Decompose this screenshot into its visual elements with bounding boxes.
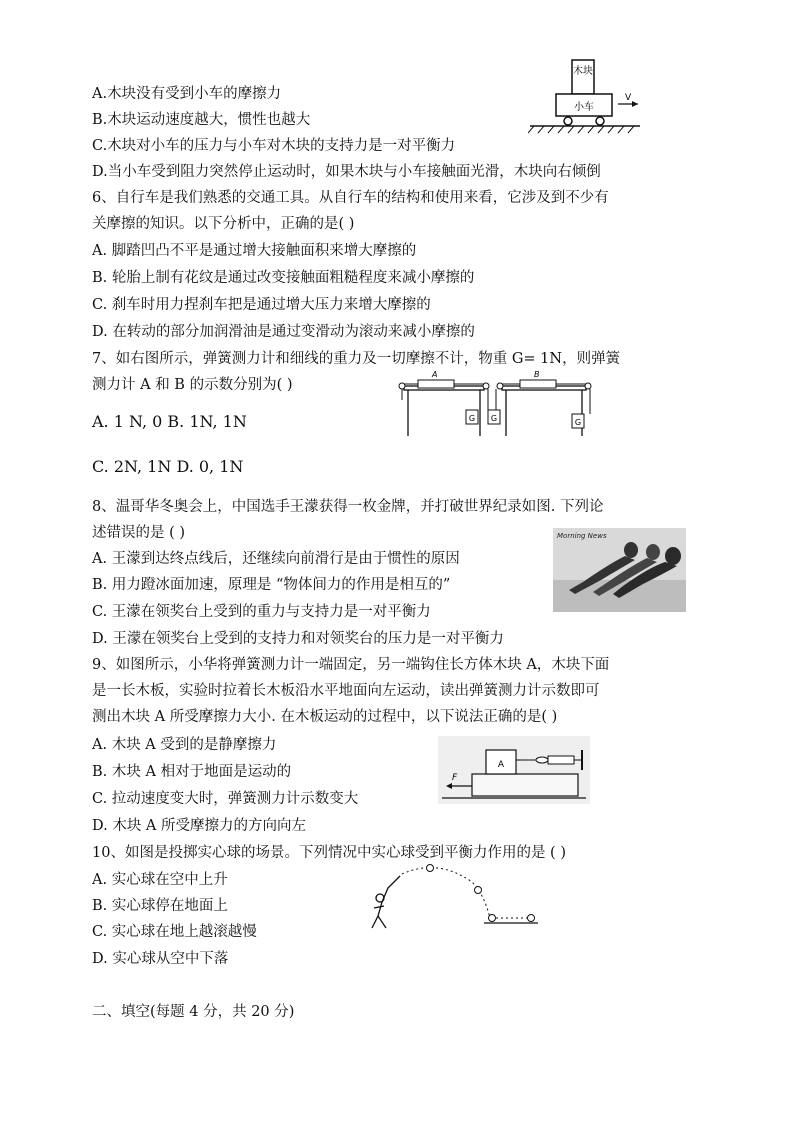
pulley-right-a xyxy=(483,383,489,389)
q6-stem-line1: 6、自行车是我们熟悉的交通工具。从自行车的结构和使用来看，它涉及到不少有 xyxy=(92,190,609,206)
q7-spring-figure xyxy=(398,368,598,440)
q5-option-c: C.木块对小车的压力与小车对木块的支持力是一对平衡力 xyxy=(92,138,456,154)
q9-stem-line3: 测出木块 A 所受摩擦力大小. 在木板运动的过程中，以下说法正确的是( ) xyxy=(92,709,558,725)
q9-stem-line1: 9、如图所示，小华将弹簧测力计一端固定，另一端钩住长方体木块 A，木块下面 xyxy=(92,657,610,673)
q7-options-row1: A. 1 N, 0 B. 1N, 1N xyxy=(92,412,247,431)
q10-option-b: B. 实心球停在地面上 xyxy=(92,898,228,914)
ground-hatch xyxy=(528,126,634,133)
svg-text:G: G xyxy=(574,418,582,427)
section-2-heading: 二、填空(每题 4 分，共 20 分) xyxy=(92,1004,295,1020)
q10-option-d: D. 实心球从空中下落 xyxy=(92,951,229,967)
ball-descending xyxy=(475,887,482,894)
q6-option-c: C. 刹车时用力捏刹车把是通过增大压力来增大摩擦的 xyxy=(92,297,431,313)
photo-caption: Morning News xyxy=(557,532,607,540)
q8-option-d: D. 王濛在领奖台上受到的支持力和对领奖台的压力是一对平衡力 xyxy=(92,631,504,647)
q9-stem-line2: 是一长木板，实验时拉着长木板沿水平地面向左运动，读出弹簧测力计示数即可 xyxy=(92,683,600,699)
spring-scale-a xyxy=(418,380,454,388)
q6-stem-line2: 关摩擦的知识。以下分析中，正确的是( ) xyxy=(92,216,355,232)
cart-wheel-right xyxy=(596,117,604,125)
q5-option-b: B.木块运动速度越大，惯性也越大 xyxy=(92,112,311,128)
ball-top xyxy=(427,865,434,872)
long-board xyxy=(472,774,578,796)
q9-option-a: A. 木块 A 受到的是静摩擦力 xyxy=(92,737,277,753)
q9-option-c: C. 拉动速度变大时，弹簧测力计示数变大 xyxy=(92,791,359,807)
spring-scale-b xyxy=(520,380,556,388)
q10-shotput-figure xyxy=(368,862,540,932)
ball-landing xyxy=(489,915,496,922)
q9-option-b: B. 木块 A 相对于地面是运动的 xyxy=(92,764,292,780)
q9-option-d: D. 木块 A 所受摩擦力的方向向左 xyxy=(92,818,307,834)
thrower-figure xyxy=(372,876,400,928)
q8-option-b: B. 用力蹬冰面加速，原理是 “物体间力的作用是相互的” xyxy=(92,577,451,593)
q7-options-row2: C. 2N, 1N D. 0, 1N xyxy=(92,457,244,476)
pulley-right-b xyxy=(585,383,591,389)
q8-option-c: C. 王濛在领奖台上受到的重力与支持力是一对平衡力 xyxy=(92,604,431,620)
q7-stem-line2: 测力计 A 和 B 的示数分别为( ) xyxy=(92,377,293,393)
pulley-left-b xyxy=(497,383,503,389)
q6-option-b: B. 轮胎上制有花纹是通过改变接触面粗糙程度来减小摩擦的 xyxy=(92,270,475,286)
q10-option-c: C. 实心球在地上越滚越慢 xyxy=(92,924,257,940)
q10-stem: 10、如图是投掷实心球的场景。下列情况中实心球受到平衡力作用的是 ( ) xyxy=(92,845,566,861)
q10-option-a: A. 实心球在空中上升 xyxy=(92,872,228,888)
spring-hook xyxy=(536,757,548,763)
block-a-label: A xyxy=(497,760,505,770)
q8-skating-photo xyxy=(553,528,686,612)
spring-scale xyxy=(548,756,574,764)
q8-option-a: A. 王濛到达终点线后，还继续向前滑行是由于惯性的原因 xyxy=(92,551,460,567)
svg-text:G: G xyxy=(468,414,476,423)
wood-block-label: 木块 xyxy=(573,66,593,77)
force-label: F xyxy=(452,773,458,783)
q5-option-d: D.当小车受到阻力突然停止运动时，如果木块与小车接触面光滑，木块向右倾倒 xyxy=(92,164,601,180)
ball-rolling xyxy=(528,915,535,922)
q5-option-a: A.木块没有受到小车的摩擦力 xyxy=(92,86,282,102)
label-a: A xyxy=(432,370,438,379)
cart-wheel-left xyxy=(564,117,572,125)
pulley-left-a xyxy=(399,383,405,389)
q7-stem-line1: 7、如右图所示，弹簧测力计和细线的重力及一切摩擦不计，物重 G= 1N，则弹簧 xyxy=(92,351,621,367)
label-b: B xyxy=(534,370,540,379)
q9-friction-figure xyxy=(438,736,590,804)
svg-text:G: G xyxy=(490,414,498,423)
cart-label: 小车 xyxy=(574,102,594,113)
q6-option-d: D. 在转动的部分加润滑油是通过变滑动为滚动来减小摩擦的 xyxy=(92,324,475,340)
q5-cart-figure xyxy=(528,58,648,138)
q6-option-a: A. 脚踏凹凸不平是通过增大接触面积来增大摩擦的 xyxy=(92,243,417,259)
velocity-label: V xyxy=(625,93,632,103)
q8-stem-line2: 述错误的是 ( ) xyxy=(92,525,186,541)
q8-stem-line1: 8、温哥华冬奥会上，中国选手王濛获得一枚金牌，并打破世界纪录如图. 下列论 xyxy=(92,499,604,515)
